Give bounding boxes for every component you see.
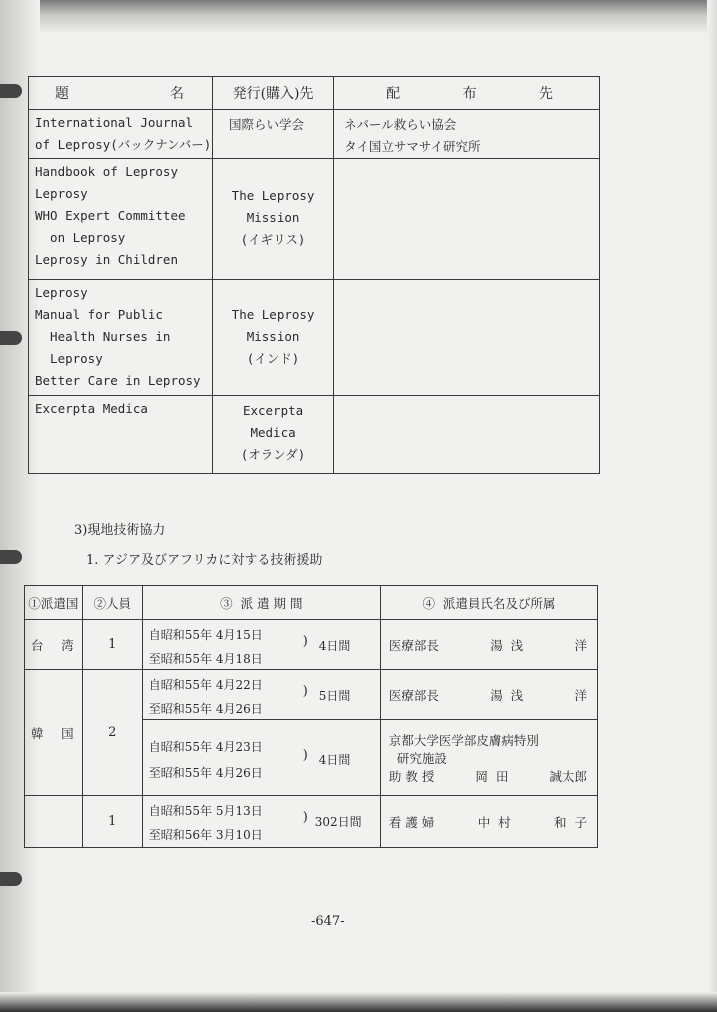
text-line: (イギリス) xyxy=(240,232,306,247)
country-cell xyxy=(25,796,83,848)
period-cell xyxy=(142,620,380,670)
publication-title xyxy=(29,110,212,156)
table-row xyxy=(29,110,600,159)
member-cell xyxy=(380,670,597,720)
member-text: 医療部長 xyxy=(388,637,439,653)
text-line: 国際らい学会 xyxy=(228,117,304,132)
text-line: on Leprosy xyxy=(35,230,126,245)
period-from: 自昭和55年 4月22日 xyxy=(148,678,263,692)
text-line: International Journal xyxy=(35,115,194,130)
publisher xyxy=(213,396,333,466)
destination xyxy=(334,280,599,284)
text-line: (インド) xyxy=(246,351,300,366)
publisher-cell xyxy=(212,396,333,474)
section-heading: 3)現地技術協力 xyxy=(74,523,166,538)
brace-mark: ) xyxy=(302,810,308,825)
brace-mark: ) xyxy=(302,634,308,649)
header-publisher: 発行(購入)先 xyxy=(212,77,333,110)
text-line: The Leprosy xyxy=(231,307,315,322)
member-text: 助 教 授 xyxy=(388,768,435,784)
people-count: 1 xyxy=(82,620,142,670)
publication-title-cell xyxy=(29,396,213,474)
page-number: -647- xyxy=(311,914,345,929)
publication-title-cell xyxy=(29,280,213,396)
text-line: Handbook of Leprosy xyxy=(35,164,178,179)
text-line: ネパール救らい協会 xyxy=(344,117,457,132)
member-text: 岡 田 xyxy=(475,768,509,784)
member-cell xyxy=(380,620,597,670)
period-cell xyxy=(142,796,380,848)
publications-header-row xyxy=(29,77,600,110)
member-text: 湯 浅 xyxy=(490,637,524,653)
binder-hole xyxy=(0,331,22,345)
text-line: タイ国立サマサイ研究所 xyxy=(344,139,481,154)
period-from: 自昭和55年 5月13日 xyxy=(148,804,263,818)
publication-title xyxy=(29,396,212,420)
brace-mark: ) xyxy=(302,684,308,699)
text-line: Manual for Public xyxy=(35,307,163,322)
header-members: ④ 派遣員氏名及び所属 xyxy=(380,586,597,620)
table-row xyxy=(29,159,600,280)
member-text: 洋 xyxy=(574,687,587,703)
text-line: Excerpta Medica xyxy=(35,401,148,416)
member-line xyxy=(389,813,597,831)
period-duration: 4日間 xyxy=(318,753,351,767)
publication-title-cell xyxy=(29,110,213,159)
member-line xyxy=(389,749,597,767)
period-to: 至昭和55年 4月18日 xyxy=(148,652,263,666)
member-cell xyxy=(380,796,597,848)
section-subheading: 1. アジア及びアフリカに対する技術援助 xyxy=(86,553,323,568)
destination xyxy=(334,396,599,400)
table-row xyxy=(25,620,598,670)
people-count: 1 xyxy=(82,796,142,848)
destination xyxy=(334,110,599,158)
period-to: 至昭和55年 4月26日 xyxy=(148,702,263,716)
publisher xyxy=(213,159,333,251)
publisher-cell xyxy=(212,110,333,159)
member-text: 研究施設 xyxy=(388,750,447,766)
dispatch-table xyxy=(24,585,598,848)
period-duration: 302日間 xyxy=(314,815,362,829)
member-text: 看 護 婦 xyxy=(388,814,435,830)
text-line: Health Nurses in xyxy=(35,329,171,344)
publication-title xyxy=(29,159,212,271)
table-row xyxy=(29,396,600,474)
text-line: The Leprosy xyxy=(231,188,315,203)
publications-table xyxy=(28,76,600,474)
publisher-cell xyxy=(212,159,333,280)
header-title: 題 名 xyxy=(29,77,213,110)
text-line: Leprosy xyxy=(35,186,88,201)
publisher xyxy=(213,110,333,136)
period-to: 至昭和55年 4月26日 xyxy=(148,766,263,780)
destination-cell xyxy=(334,159,600,280)
table-row xyxy=(25,796,598,848)
scan-shadow-top xyxy=(0,0,717,34)
text-line: Excerpta xyxy=(242,403,304,418)
text-line: (オランダ) xyxy=(240,447,306,462)
destination-cell xyxy=(334,110,600,159)
period-duration: 5日間 xyxy=(318,689,351,703)
member-line xyxy=(389,731,597,749)
publisher xyxy=(213,280,333,370)
binder-hole xyxy=(0,550,22,564)
table-row xyxy=(25,670,598,720)
binder-hole xyxy=(0,84,22,98)
header-people: ②人員 xyxy=(82,586,142,620)
member-text: 和 子 xyxy=(554,814,587,830)
period-from: 自昭和55年 4月23日 xyxy=(148,740,263,754)
member-text: 中 村 xyxy=(477,814,511,830)
period-to: 至昭和56年 3月10日 xyxy=(148,828,263,842)
scan-shadow-right xyxy=(707,0,717,1012)
member-line xyxy=(389,636,597,654)
text-line: Medica xyxy=(250,425,296,440)
text-line: Leprosy xyxy=(35,285,88,300)
table-row xyxy=(29,280,600,396)
member-text: 京都大学医学部皮膚病特別 xyxy=(388,732,539,748)
header-destination: 配 布 先 xyxy=(334,77,600,110)
dispatch-header-row xyxy=(25,586,598,620)
period-from: 自昭和55年 4月15日 xyxy=(148,628,263,642)
brace-mark: ) xyxy=(302,748,308,763)
member-cell xyxy=(380,720,597,796)
scan-shadow-bottom xyxy=(0,992,717,1012)
destination-cell xyxy=(334,280,600,396)
member-line xyxy=(389,686,597,704)
country-cell: 台 湾 xyxy=(25,620,83,670)
publication-title-cell xyxy=(29,159,213,280)
period-cell xyxy=(142,720,380,796)
text-line: of Leprosy(バックナンバー) xyxy=(35,137,212,152)
text-line: WHO Expert Committee xyxy=(35,208,186,223)
member-text: 洋 xyxy=(574,637,587,653)
text-line: Mission xyxy=(246,329,300,344)
destination-cell xyxy=(334,396,600,474)
binder-hole xyxy=(0,872,22,886)
header-period: ③ 派 遣 期 間 xyxy=(142,586,380,620)
member-text: 湯 浅 xyxy=(490,687,524,703)
period-duration: 4日間 xyxy=(318,639,351,653)
text-line: Mission xyxy=(246,210,300,225)
text-line: Leprosy xyxy=(35,351,103,366)
people-count: 2 xyxy=(82,670,142,796)
member-line xyxy=(389,767,597,785)
publisher-cell xyxy=(212,280,333,396)
text-line: Better Care in Leprosy xyxy=(35,373,201,388)
member-text: 医療部長 xyxy=(388,687,439,703)
member-text: 誠太郎 xyxy=(549,768,587,784)
publication-title xyxy=(29,280,212,392)
destination xyxy=(334,159,599,163)
text-line: Leprosy in Children xyxy=(35,252,178,267)
header-country: ①派遣国 xyxy=(25,586,83,620)
period-cell xyxy=(142,670,380,720)
country-cell: 韓 国 xyxy=(25,670,83,796)
